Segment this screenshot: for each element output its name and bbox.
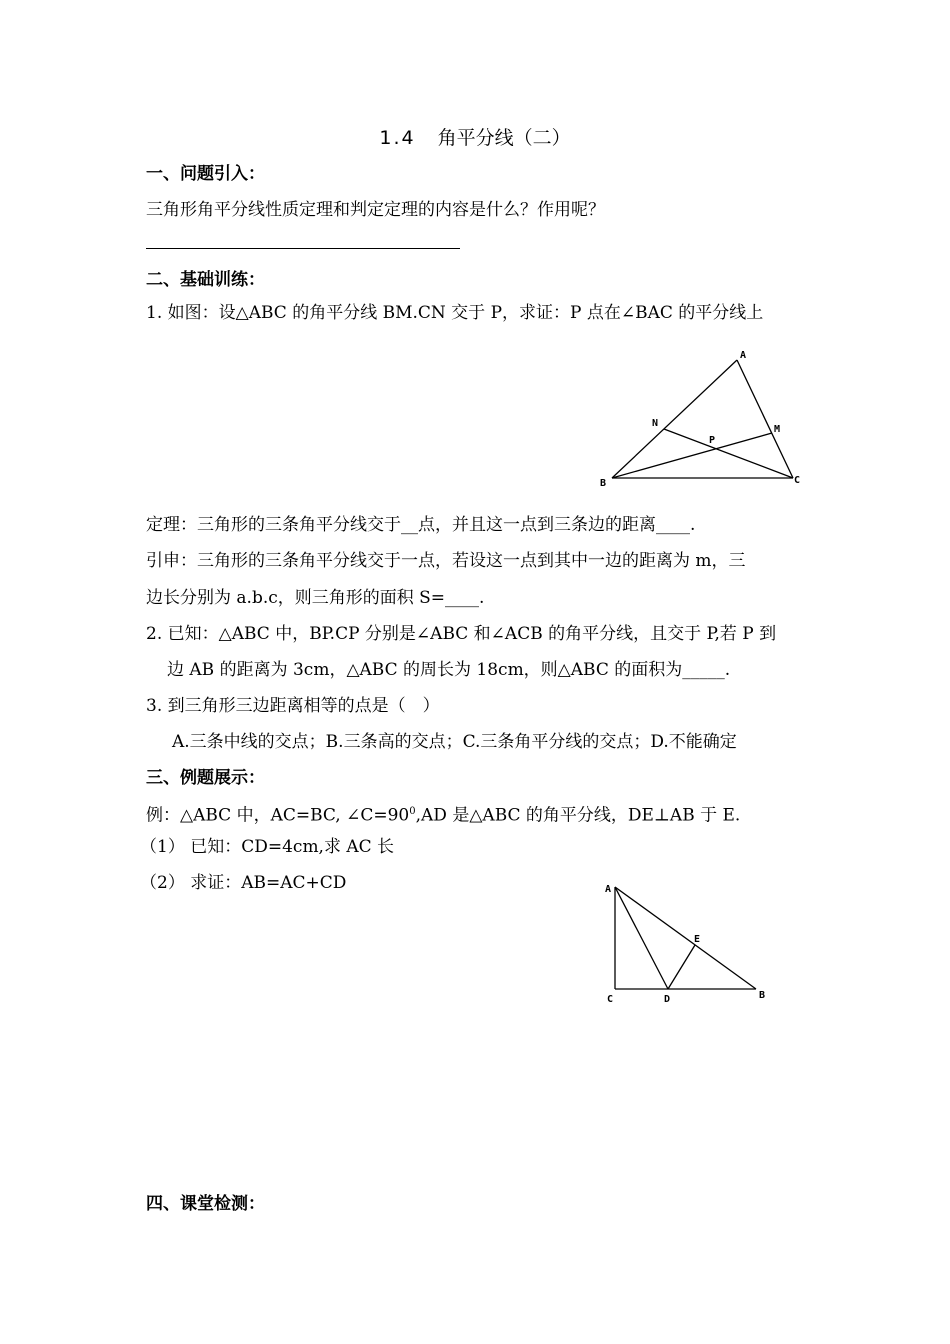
degree-superscript: 0 — [409, 806, 416, 817]
example-statement — [146, 801, 740, 827]
figure-right-triangle — [595, 875, 780, 1010]
fig1-label-m: M — [774, 424, 781, 435]
section3-heading: 三、例题展示： — [146, 768, 265, 788]
example-part-2: （2） 求证：AB=AC+CD — [140, 873, 347, 893]
fig1-label-n: N — [652, 418, 659, 429]
example-part-1: （1） 已知：CD=4cm,求 AC 长 — [140, 837, 395, 857]
section2-heading: 二、基础训练： — [146, 270, 265, 290]
theorem-text: 定理：三角形的三条角平分线交于__点，并且这一点到三条边的距离____. — [146, 515, 696, 535]
answer-line — [146, 248, 460, 249]
fig1-label-c: C — [794, 475, 801, 486]
page-title — [0, 126, 950, 150]
question-1: 1. 如图：设△ABC 的角平分线 BM.CN 交于 P，求证：P 点在∠BAC 的平分线上 — [146, 303, 764, 323]
fig2-label-e: E — [694, 934, 701, 945]
figure-triangle-angle-bisectors — [590, 345, 820, 495]
question-2-line-2: 边 AB 的距离为 3cm，△ABC 的周长为 18cm，则△ABC 的面积为_____. — [167, 660, 731, 680]
section4-heading: 四、课堂检测： — [146, 1194, 265, 1214]
title-number: 1.4 — [379, 127, 416, 149]
fig2-bisector-ad — [615, 887, 668, 989]
fig1-label-b: B — [600, 478, 607, 489]
corollary-line-2: 边长分别为 a.b.c，则三角形的面积 S=____. — [146, 588, 485, 608]
fig1-label-a: A — [740, 350, 747, 361]
fig2-label-c: C — [607, 994, 614, 1005]
question-2-line-1: 2. 已知：△ABC 中，BP.CP 分别是∠ABC 和∠ACB 的角平分线，且交于 P,若 P 到 — [146, 624, 777, 644]
title-text: 角平分线（二） — [437, 127, 571, 149]
fig1-label-p: P — [709, 435, 716, 446]
section1-question: 三角形角平分线性质定理和判定定理的内容是什么？作用呢？ — [146, 200, 605, 220]
example-suffix: ,AD 是△ABC 的角平分线，DE⊥AB 于 E. — [415, 805, 741, 826]
example-prefix: 例：△ABC 中，AC=BC, ∠C=90 — [146, 805, 410, 826]
question-3: 3. 到三角形三边距离相等的点是（ ） — [146, 696, 440, 716]
question-3-options: A.三条中线的交点；B.三条高的交点；C.三条角平分线的交点；D.不能确定 — [172, 732, 737, 752]
section1-heading: 一、问题引入： — [146, 164, 265, 184]
fig2-label-b: B — [759, 990, 766, 1001]
fig2-perpendicular-de — [668, 945, 695, 989]
corollary-line-1: 引申：三角形的三条角平分线交于一点，若设这一点到其中一边的距离为 m，三 — [146, 551, 746, 571]
fig2-label-a: A — [605, 884, 612, 895]
fig2-label-d: D — [664, 994, 671, 1005]
fig2-side-ab — [615, 887, 756, 989]
